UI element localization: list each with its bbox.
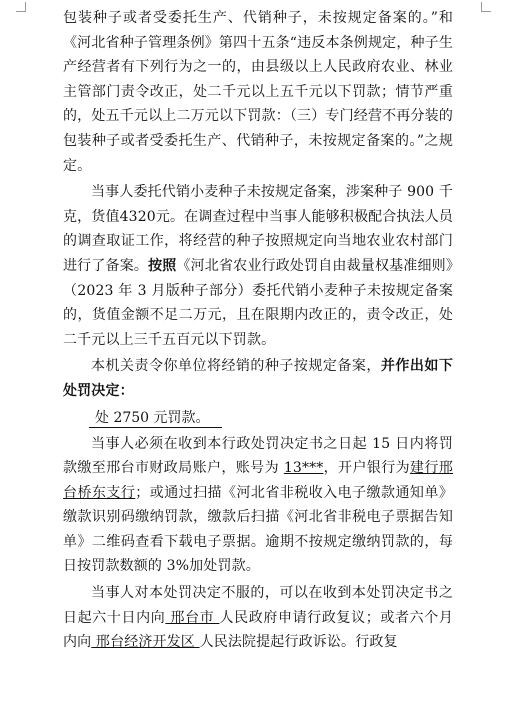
bank-name: 建行邢台桥东支行 bbox=[63, 460, 453, 501]
decision-bold: 并作出如下处罚决定 bbox=[63, 358, 453, 399]
penalty-amount: 处 2750 元罚款。 bbox=[89, 410, 222, 428]
paragraph-decision bbox=[63, 354, 453, 403]
paragraph-legal-basis: 包装种子或者受委托生产、代销种子，未按规定备案的。”和《河北省种子管理条例》第四十五条“违反本条例规定，种子生产经营者有下列行为之一的，由县级以上人民政府农业、林业主管部门责令改正，处二千元以上五千元以下罚款；情节严重的，处五千元以上二万元以下罚款：（三）专门经营不再分装的包装种子或者受委托生产、代销种子，未按规定备案的。”之规定。 bbox=[63, 10, 453, 174]
decision-colon: ： bbox=[119, 382, 134, 399]
bank-intro: ，开户银行为 bbox=[323, 460, 411, 477]
appeal-text-2: 人民政府申请行政复议；或者六个月内向 bbox=[63, 609, 453, 651]
paragraph-case-facts bbox=[63, 180, 453, 352]
penalty-line bbox=[89, 406, 453, 430]
paragraph-payment bbox=[63, 432, 453, 580]
payment-instructions: ；或通过扫描《河北省非税收入电子缴款通知单》缴款识别码缴纳罚款，缴款后扫描《河北省非税电子票据告知单》二维码查看下载电子票据。逾期不按规定缴纳罚款的，每日按罚款数额的 3%加处罚款。 bbox=[63, 484, 453, 575]
payment-text: 当事人必须在收到本行政处罚决定书之日起 15 日内将罚款缴至邢台市财政局账户，账号为 bbox=[63, 435, 453, 477]
margin-marker-top-right bbox=[481, 2, 491, 12]
discretion-rules-text: 《河北省农业行政处罚自由裁量权基准细则》（2023 年 3 月版种子部分）委托代销小麦种子未按规定备案的，货值金额不足二万元，且在限期内改正的，责令改正，处二千元以上三千五百元以下罚款。 bbox=[63, 257, 453, 348]
review-government: 邢台市 bbox=[165, 609, 220, 626]
margin-marker-top-left bbox=[16, 2, 26, 12]
document-body bbox=[63, 6, 453, 655]
case-facts-text: 当事人委托代销小麦种子未按规定备案，涉案种子 900 千克，货值4320元。在调查过程中当事人能够积极配合执法人员的调查取证工作，将经营的种子按照规定向当地农业农村部门进行了备案。 bbox=[63, 184, 453, 274]
according-to-bold: 按照 bbox=[148, 257, 177, 274]
paragraph-appeal bbox=[63, 581, 453, 655]
appeal-text: 当事人对本处罚决定不服的，可以在收到本处罚决定书之日起六十日内向 bbox=[63, 585, 453, 626]
court-name: 邢台经济开发区 bbox=[91, 634, 200, 651]
appeal-text-3: 人民法院提起行政诉讼。行政复 bbox=[199, 634, 398, 651]
account-number: 13*** bbox=[283, 460, 324, 477]
decision-text: 本机关责令你单位将经销的种子按规定备案， bbox=[91, 358, 381, 375]
